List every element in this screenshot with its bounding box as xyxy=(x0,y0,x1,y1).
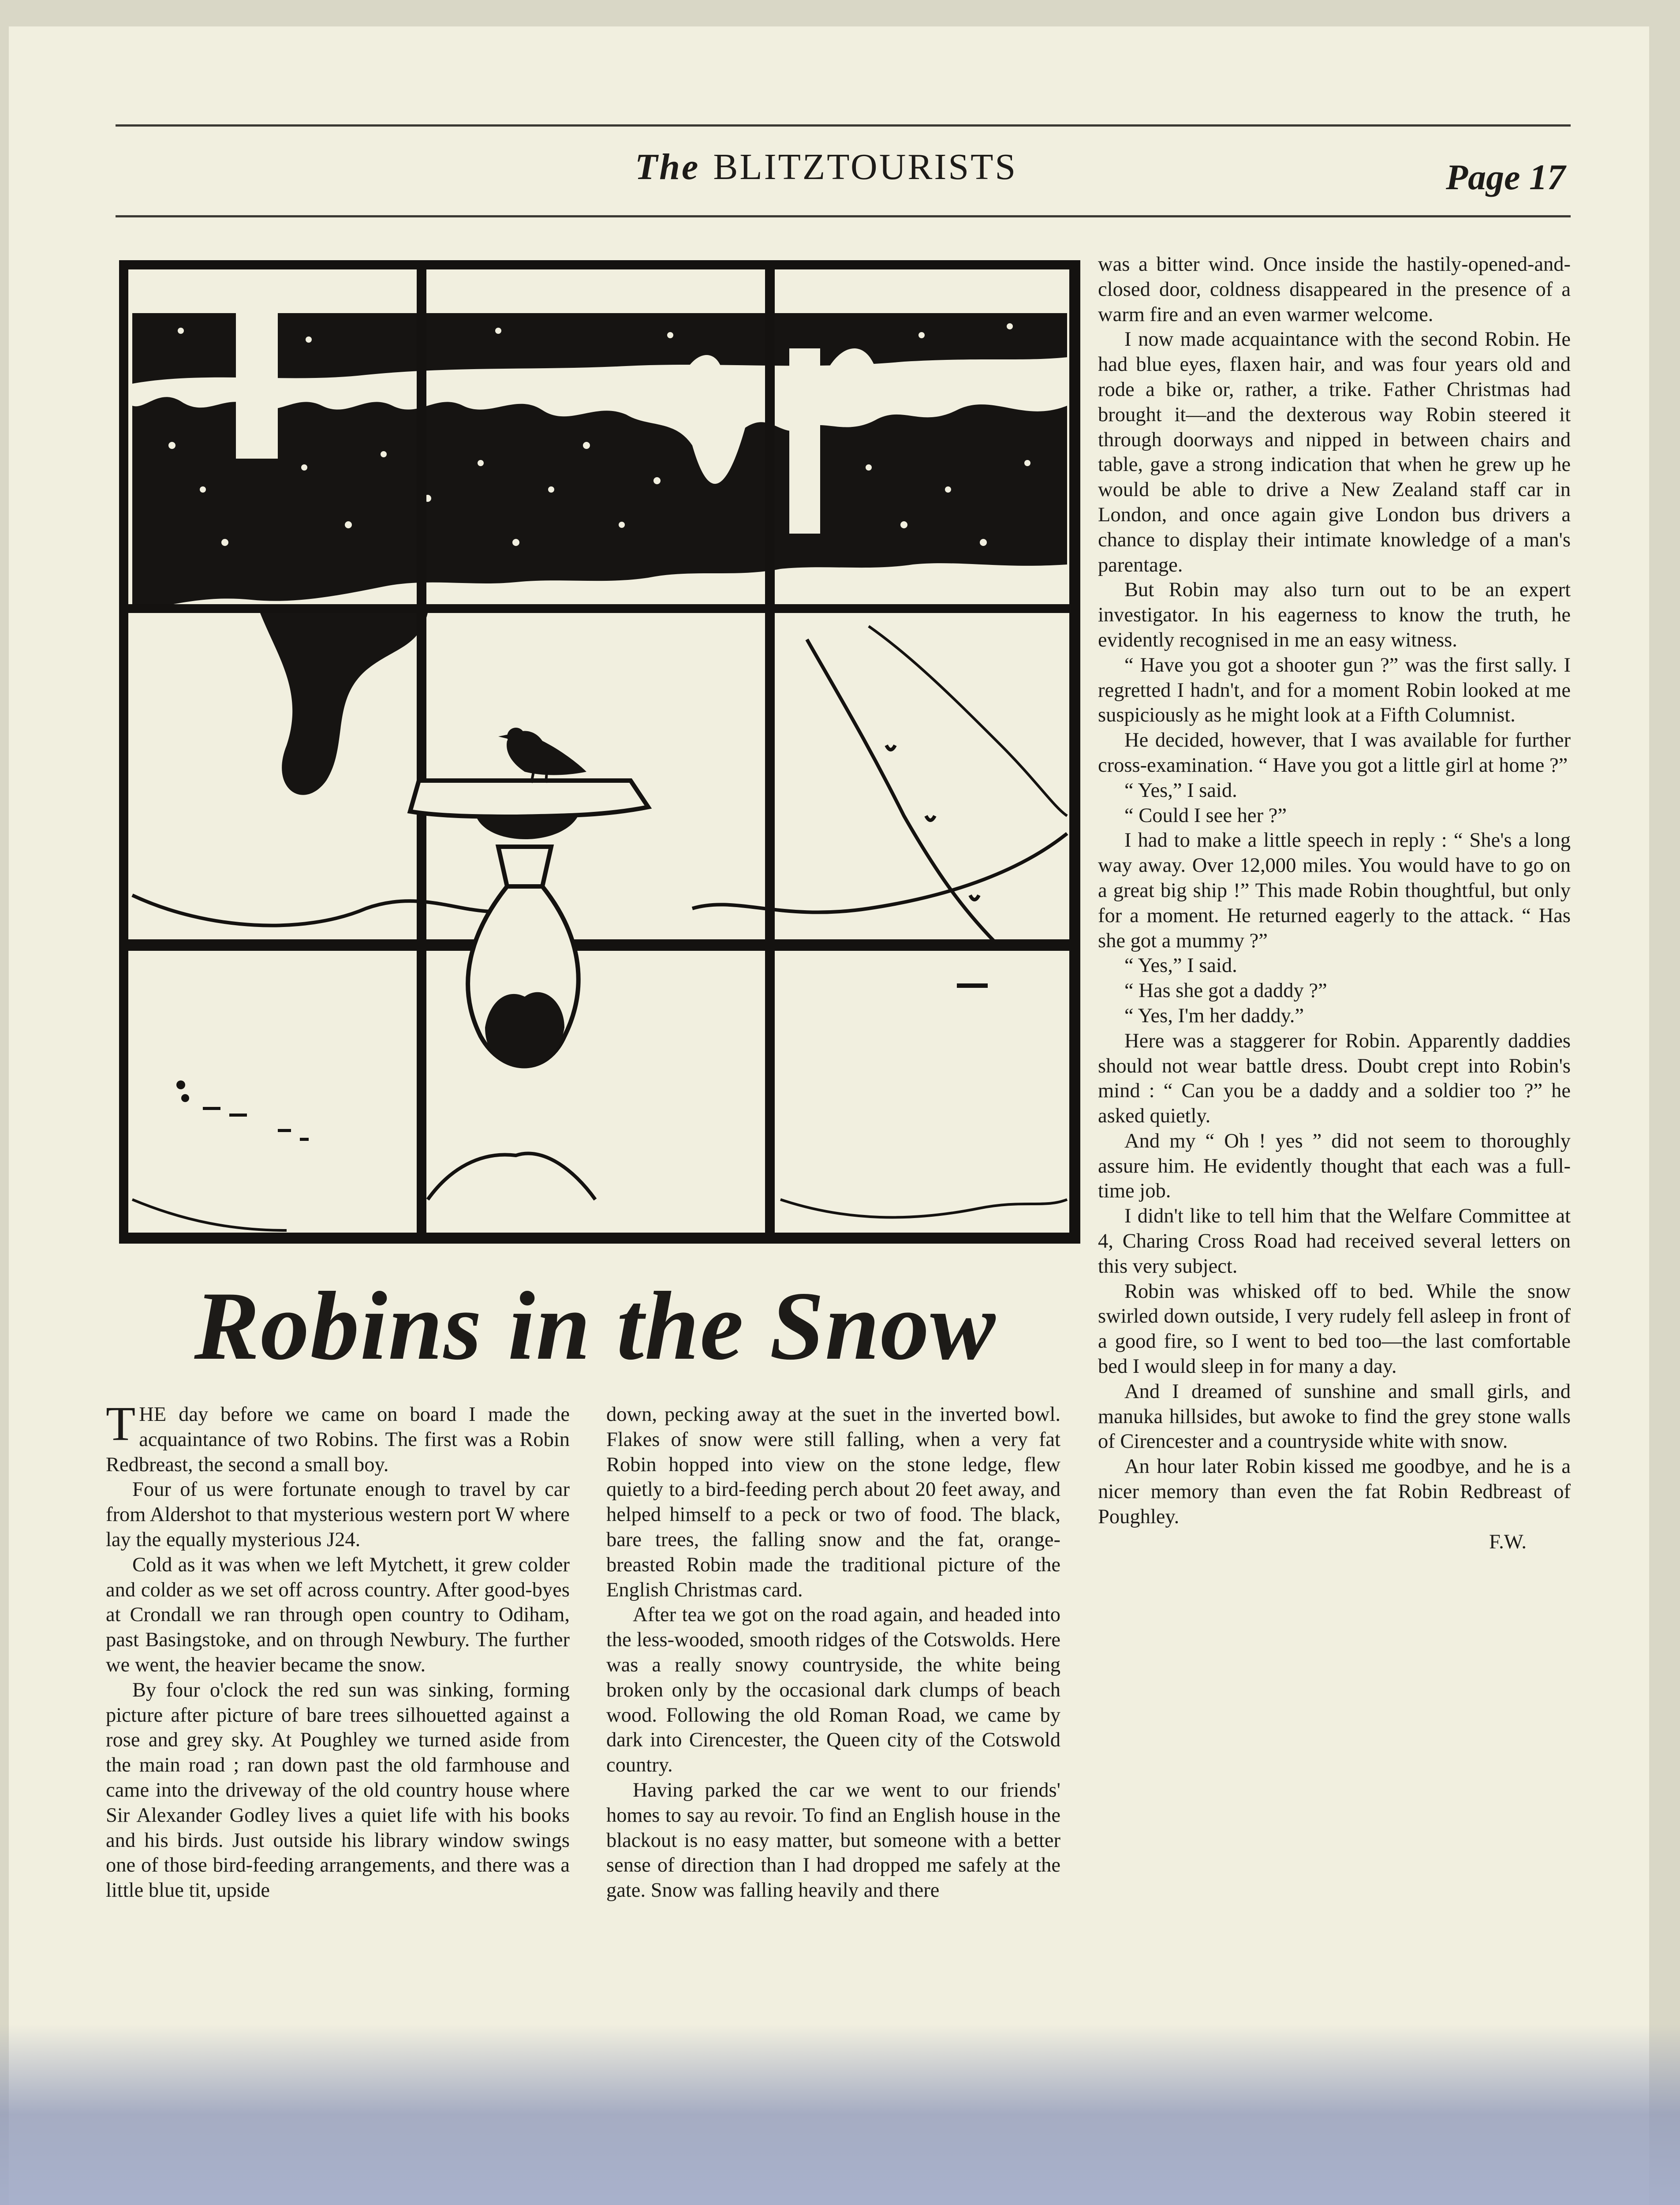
lead-in: HE xyxy=(139,1403,167,1426)
paragraph: Here was a staggerer for Robin. Apparently daddies should not wear battle dress. Doubt crept into Robin's mind : “ Can you be a daddy and a soldier too ?” he asked quietly. xyxy=(1098,1029,1571,1128)
paragraph: Having parked the car we went to our friends' homes to say au revoir. To find an English house in the blackout is no easy matter, but someone with a better sense of direction than I had dropped me safely at the gate. Snow was falling heavily and there xyxy=(606,1779,1060,1902)
paragraph: An hour later Robin kissed me goodbye, and he is a nicer memory than even the fat Robin Redbreast of Poughley. xyxy=(1098,1455,1571,1528)
article-column-2 xyxy=(606,1402,1060,2090)
bird-feeder-icon xyxy=(410,781,648,1200)
author-signature: F.W. xyxy=(1489,1530,1527,1553)
paragraph: But Robin may also turn out to be an expert investigator. In his eagerness to know the truth, he evidently recognised in me an easy witness. xyxy=(1098,579,1571,651)
paragraph: By four o'clock the red sun was sinking, forming picture after picture of bare trees silhouetted against a rose and grey sky. At Poughley we turned aside from the main road ; ran down past the old farmhouse and came into the driveway of the old country house where Sir Alexander Godley lives a quiet life with his books and his birds. Just outside his library window swings one of those bird-feeding arrangements, and there was a little blue tit, upside xyxy=(106,1678,570,1902)
photo-shadow xyxy=(0,2024,1680,2205)
paragraph: down, pecking away at the suet in the inverted bowl. Flakes of snow were still falling, when a very fat Robin hopped into view on the stone ledge, flew quietly to a bird-feeding perch about 20 feet away, and helped himself to a peck or two of food. The black, bare trees, the falling snow and the fat, orange-breasted Robin made the traditional picture of the English Christmas card. xyxy=(606,1403,1060,1601)
paragraph: was a bitter wind. Once inside the hastily-opened-and-closed door, coldness disappeared in the presence of a warm fire and an even warmer welcome. xyxy=(1098,253,1571,326)
paragraph: And my “ Oh ! yes ” did not seem to thoroughly assure him. He evidently thought that each was a full-time job. xyxy=(1098,1129,1571,1203)
article-column-1 xyxy=(106,1402,570,2090)
paragraph: I didn't like to tell him that the Welfare Committee at 4, Charing Cross Road had received several letters on this very subject. xyxy=(1098,1205,1571,1278)
article-column-3 xyxy=(1098,252,1571,2127)
paragraph: Robin was whisked off to bed. While the snow swirled down outside, I very rudely fell asleep in front of a good fire, so I went to bed too—the last comfortable bed I would sleep in for many a day. xyxy=(1098,1280,1571,1378)
paragraph: “ Have you got a shooter gun ?” was the first sally. I regretted I hadn't, and for a moment Robin looked at me suspiciously as he might look at a Fifth Columnist. xyxy=(1098,654,1571,727)
article-headline: Robins in the Snow xyxy=(194,1272,997,1380)
header-rule-bottom xyxy=(116,215,1571,217)
paragraph-1: THE day before we came on board I made the acquaintance of two Robins. The first was a Robin Redbreast, the second a small boy. xyxy=(106,1402,570,1476)
paragraph: “ Has she got a daddy ?” xyxy=(1124,979,1327,1002)
paragraph: Four of us were fortunate enough to travel by car from Aldershot to that mysterious western port W where lay the equally mysterious J24. xyxy=(106,1478,570,1551)
page-number: Page 17 xyxy=(1446,157,1565,197)
drop-cap: T xyxy=(106,1402,136,1450)
paragraph: “ Could I see her ?” xyxy=(1124,804,1287,827)
bird-icon xyxy=(498,728,586,783)
header-rule-top xyxy=(116,124,1571,127)
running-header xyxy=(635,146,1129,203)
paragraph: Cold as it was when we left Mytchett, it grew colder and colder as we set off across country. After good-byes at Crondall we ran through open country to Odiham, past Basingstoke, and on through Newbury. The further we went, the heavier became the snow. xyxy=(106,1553,570,1676)
paragraph: And I dreamed of sunshine and small girls, and manuka hillsides, but awoke to find the grey stone walls of Cirencester and a countryside white with snow. xyxy=(1098,1380,1571,1453)
paragraph: I had to make a little speech in reply : “ She's a long way away. Over 12,000 miles. You would have to go on a great big ship !” This made Robin thoughtful, but only for a moment. He returned eagerly to the attack. “ Has she got a mummy ?” xyxy=(1098,829,1571,952)
paragraph: “ Yes,” I said. xyxy=(1124,779,1237,802)
paragraph: He decided, however, that I was available for further cross-examination. “ Have you got a little girl at home ?” xyxy=(1098,729,1571,777)
tree-icon xyxy=(132,273,1067,795)
paragraph: “ Yes, I'm her daddy.” xyxy=(1124,1004,1304,1027)
paragraph: After tea we got on the road again, and headed into the less-wooded, smooth ridges of the Cotswolds. Here was a really snowy countryside, the white being broken only by the occasional dark clumps of beach wood. Following the old Roman Road, we came by dark into Cirencester, the Queen city of the Cotswold country. xyxy=(606,1603,1060,1777)
header-the: The xyxy=(635,146,700,187)
paragraph: I now made acquaintance with the second Robin. He had blue eyes, flaxen hair, and was four years old and rode a bike or, rather, a trike. Father Christmas had brought it—and the dexterous way Robin steered it through doorways and nipped in between chairs and table, gave a strong indication that when he grew up he would be able to drive a New Zealand staff car in London, and once again give London bus drivers a chance to display their intimate knowledge of a man's parentage. xyxy=(1098,328,1571,576)
paragraph: “ Yes,” I said. xyxy=(1124,954,1237,977)
header-publication-title: BLITZTOURISTS xyxy=(713,146,1018,187)
window-illustration xyxy=(119,260,1080,1244)
